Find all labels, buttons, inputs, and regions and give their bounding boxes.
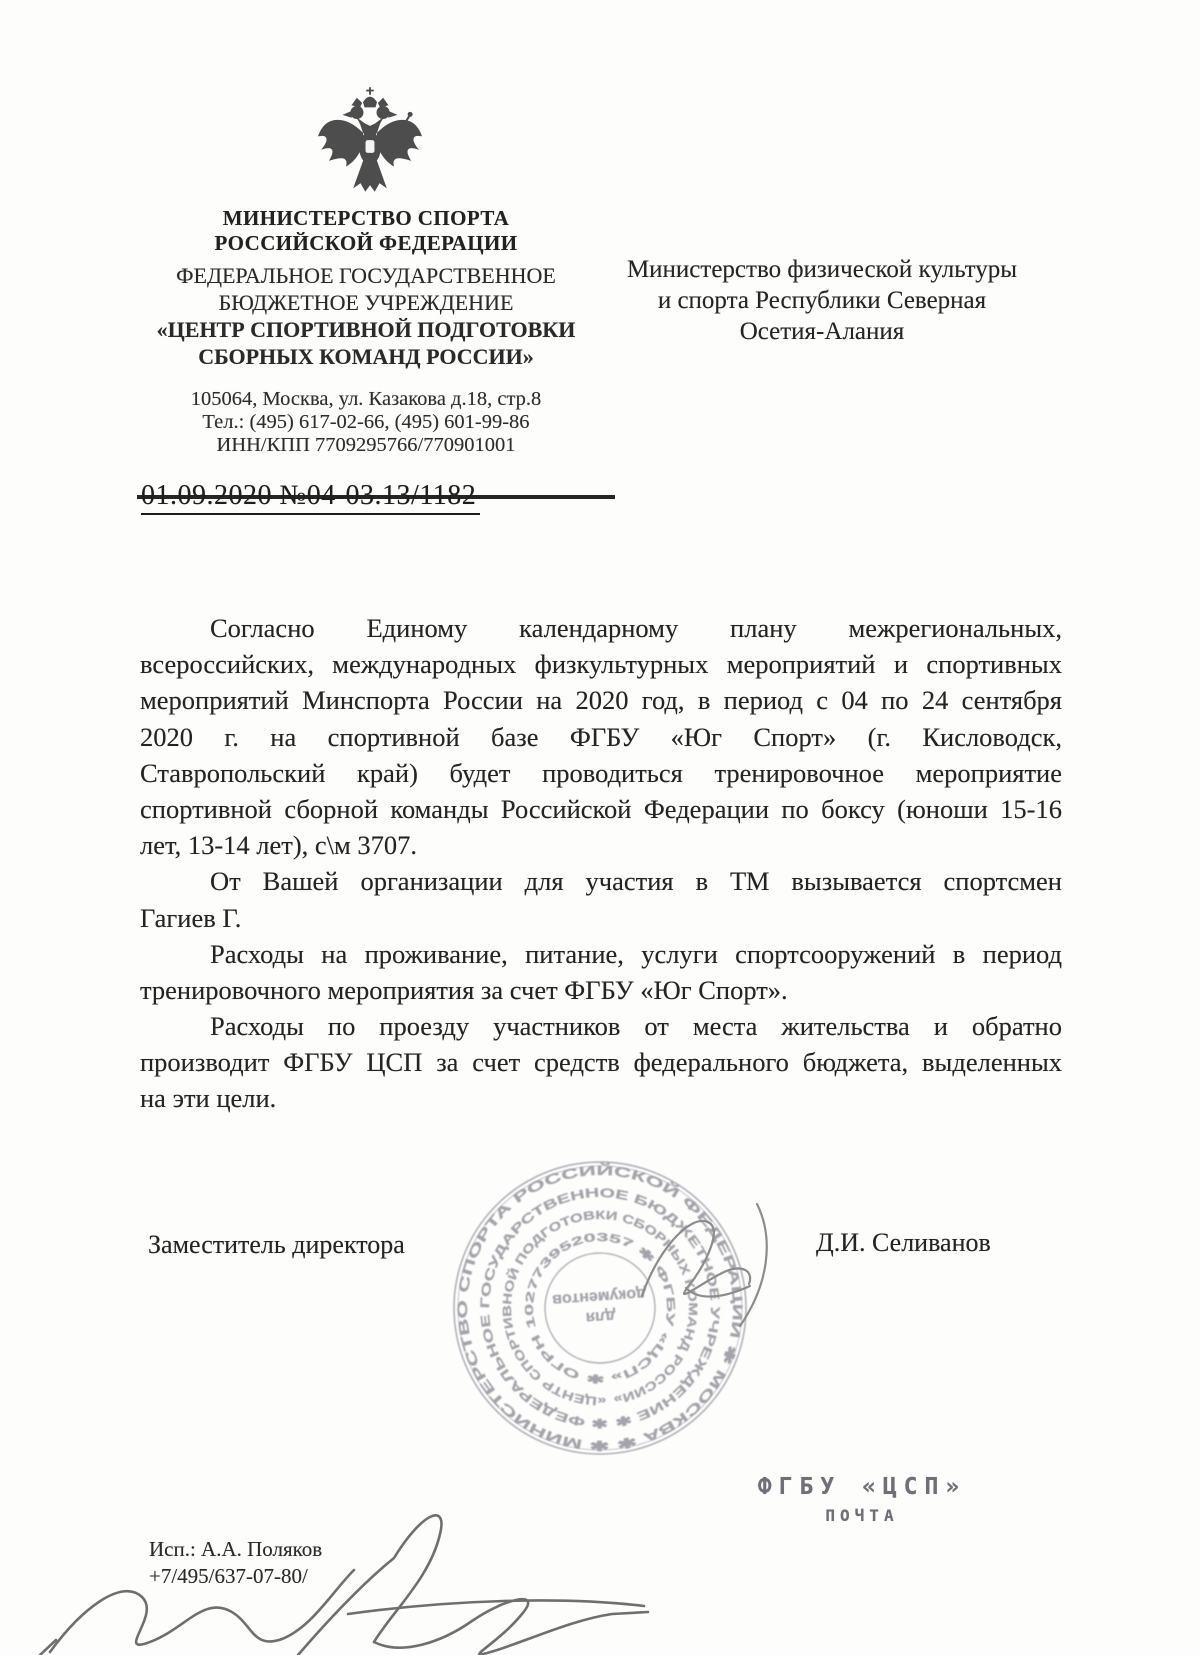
- stamp-ring-3: «ЦЕНТР СПОРТИВНОЙ ПОДГОТОВКИ СБОРНЫХ КОМАНД РОССИИ»: [499, 1207, 701, 1409]
- address-line: ИНН/КПП 7709295766/770901001: [216, 434, 516, 456]
- recipient-block: [596, 254, 1048, 347]
- mail-stamp-label: ПОЧТА: [825, 1506, 899, 1525]
- org-line: БЮДЖЕТНОЕ УЧРЕЖДЕНИЕ: [218, 290, 514, 315]
- body-line: мероприятий Минспорта России на 2020 год, в период с 04 по 24 сентября: [140, 685, 1062, 716]
- ministry-name: [140, 206, 592, 256]
- org-line: ФЕДЕРАЛЬНОЕ ГОСУДАРСТВЕННОЕ: [176, 263, 556, 288]
- body-line: Ставропольский край) будет проводиться тренировочное мероприятие: [140, 757, 1062, 788]
- recipient-line: Осетия-Алания: [739, 318, 905, 345]
- executor-block: [149, 1536, 322, 1590]
- executor-phone: +7/495/637-07-80/: [149, 1564, 308, 1588]
- reference-number: 01.09.2020 №04-03.13/1182: [141, 480, 480, 515]
- body-line: тренировочного мероприятия за счет ФГБУ «Юг Спорт».: [140, 974, 788, 1005]
- stamp-center-line1: для: [585, 1306, 616, 1326]
- address-line: Тел.: (495) 617-02-66, (495) 601-99-86: [202, 411, 530, 433]
- coat-of-arms-icon: [314, 86, 426, 208]
- recipient-line: Министерство физической культуры: [626, 256, 1018, 283]
- official-round-stamp: [438, 1146, 762, 1470]
- org-address: [140, 388, 592, 457]
- mail-stamp: [752, 1474, 972, 1525]
- ministry-line: МИНИСТЕРСТВО СПОРТА: [222, 206, 510, 230]
- stamp-ring-inner: ✱ ОГРН 1027739520357 ✱ ФГБУ «ЦСП»: [523, 1231, 677, 1385]
- ministry-line: РОССИЙСКОЙ ФЕДЕРАЦИИ: [214, 231, 518, 255]
- address-line: 105064, Москва, ул. Казакова д.18, стр.8: [190, 388, 542, 410]
- body-line: всероссийских, международных физкультурных мероприятий и спортивных: [140, 649, 1062, 680]
- body-line: 2020 г. на спортивной базе ФГБУ «Юг Спорт» (г. Кисловодск,: [140, 721, 1062, 752]
- org-line: «ЦЕНТР СПОРТИВНОЙ ПОДГОТОВКИ: [156, 317, 576, 342]
- body-line: на эти цели.: [140, 1083, 277, 1114]
- signer-position-title: Заместитель директора: [148, 1230, 405, 1259]
- organization-name: [140, 262, 592, 370]
- body-line: Гагиев Г.: [140, 902, 242, 933]
- body-line: спортивной сборной команды Российской Федерации по боксу (юноши 15-16: [140, 793, 1062, 824]
- signer-name: Д.И. Селиванов: [816, 1228, 991, 1257]
- stamp-ring-outer: ✱ МИНИСТЕРСТВО СПОРТА РОССИЙСКОЙ ФЕДЕРАЦИИ ✱ МОСКВА ✱: [455, 1162, 746, 1454]
- body-line: От Вашей организации для участия в ТМ вызывается спортсмен: [210, 866, 1062, 897]
- bottom-signature-strokes: [40, 1515, 648, 1655]
- recipient-line: и спорта Республики Северная: [657, 287, 987, 314]
- executor-name: Исп.: А.А. Поляков: [149, 1537, 323, 1561]
- org-line: СБОРНЫХ КОМАНД РОССИИ»: [198, 344, 534, 369]
- body-line: Расходы по проезду участников от места жительства и обратно: [210, 1011, 1062, 1042]
- body-line: производит ФГБУ ЦСП за счет средств федерального бюджета, выделенных: [140, 1047, 1062, 1078]
- body-line: Расходы на проживание, питание, услуги спортсооружений в период: [210, 938, 1062, 969]
- body-line: лет, 13-14 лет), с\м 3707.: [140, 830, 418, 861]
- body-line: Согласно Единому календарному плану межрегиональных,: [210, 613, 1062, 643]
- stamp-ring-2: ✱ ФЕДЕРАЛЬНОЕ ГОСУДАРСТВЕННОЕ БЮДЖЕТНОЕ УЧРЕЖДЕНИЕ ✱: [477, 1185, 723, 1431]
- stamp-center-line2: документов: [551, 1284, 647, 1309]
- letter-body: [140, 610, 1062, 1117]
- mail-stamp-org: ФГБУ «ЦСП»: [757, 1474, 967, 1500]
